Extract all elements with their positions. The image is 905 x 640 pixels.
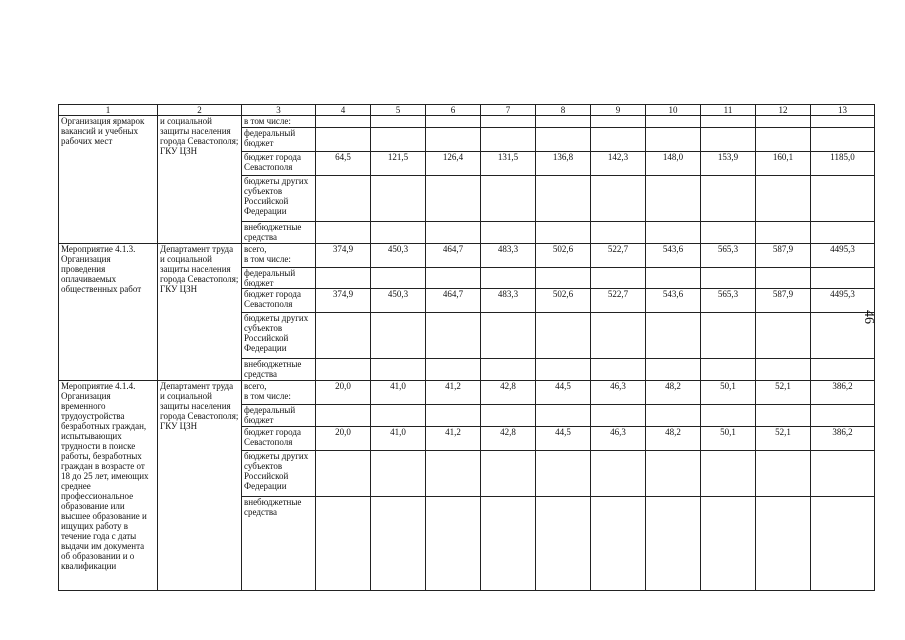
- value-cell: 131,5: [481, 152, 536, 176]
- value-cell: 4495,3: [811, 244, 875, 268]
- value-cell: [316, 497, 371, 591]
- value-cell: 543,6: [646, 289, 701, 313]
- value-cell: [591, 313, 646, 359]
- funding-source: бюджет города Севастополя: [242, 289, 316, 313]
- value-cell: [371, 497, 426, 591]
- value-cell: 52,1: [756, 427, 811, 451]
- value-cell: [371, 451, 426, 497]
- executor: и социальной защиты населения города Севастополя; ГКУ ЦЗН: [158, 116, 242, 244]
- value-cell: [646, 313, 701, 359]
- funding-source: федеральный бюджет: [242, 268, 316, 289]
- value-cell: [426, 359, 481, 381]
- value-cell: [536, 405, 591, 427]
- value-cell: [756, 313, 811, 359]
- value-cell: 126,4: [426, 152, 481, 176]
- value-cell: 522,7: [591, 244, 646, 268]
- value-cell: [811, 359, 875, 381]
- value-cell: [316, 313, 371, 359]
- value-cell: [701, 405, 756, 427]
- value-cell: [536, 176, 591, 222]
- funding-source: бюджеты других субъектов Российской Федерации: [242, 313, 316, 359]
- value-cell: [756, 176, 811, 222]
- value-cell: [316, 451, 371, 497]
- funding-source: внебюджетные средства: [242, 222, 316, 244]
- value-cell: [591, 268, 646, 289]
- value-cell: [371, 313, 426, 359]
- value-cell: [426, 222, 481, 244]
- value-cell: 148,0: [646, 152, 701, 176]
- column-header: 10: [646, 105, 701, 116]
- value-cell: 502,6: [536, 289, 591, 313]
- funding-source: внебюджетные средства: [242, 497, 316, 591]
- value-cell: 450,3: [371, 244, 426, 268]
- value-cell: [371, 268, 426, 289]
- funding-source: бюджет города Севастополя: [242, 427, 316, 451]
- value-cell: 20,0: [316, 381, 371, 405]
- value-cell: [756, 405, 811, 427]
- value-cell: 160,1: [756, 152, 811, 176]
- value-cell: [811, 116, 875, 128]
- value-cell: 136,8: [536, 152, 591, 176]
- value-cell: [811, 451, 875, 497]
- value-cell: 522,7: [591, 289, 646, 313]
- value-cell: 1185,0: [811, 152, 875, 176]
- value-cell: [481, 268, 536, 289]
- value-cell: [481, 405, 536, 427]
- value-cell: [481, 497, 536, 591]
- value-cell: 543,6: [646, 244, 701, 268]
- value-cell: [811, 405, 875, 427]
- value-cell: 41,0: [371, 427, 426, 451]
- measure-name: Организация ярмарок вакансий и учебных рабочих мест: [59, 116, 158, 244]
- value-cell: 565,3: [701, 244, 756, 268]
- value-cell: 42,8: [481, 427, 536, 451]
- funding-source: бюджет города Севастополя: [242, 152, 316, 176]
- value-cell: 483,3: [481, 244, 536, 268]
- value-cell: 587,9: [756, 244, 811, 268]
- value-cell: [481, 313, 536, 359]
- value-cell: [536, 222, 591, 244]
- value-cell: [701, 128, 756, 152]
- value-cell: [316, 222, 371, 244]
- value-cell: [316, 268, 371, 289]
- value-cell: [536, 268, 591, 289]
- value-cell: [701, 268, 756, 289]
- value-cell: [591, 128, 646, 152]
- table-row: [59, 381, 875, 405]
- value-cell: [701, 176, 756, 222]
- value-cell: 41,0: [371, 381, 426, 405]
- value-cell: [426, 405, 481, 427]
- executor: Департамент труда и социальной защиты населения города Севастополя; ГКУ ЦЗН: [158, 381, 242, 591]
- value-cell: [426, 268, 481, 289]
- funding-source: бюджеты других субъектов Российской Федерации: [242, 451, 316, 497]
- value-cell: [536, 359, 591, 381]
- value-cell: [701, 451, 756, 497]
- measure-name: Мероприятие 4.1.3. Организация проведения оплачиваемых общественных работ: [59, 244, 158, 381]
- header-row: [59, 105, 875, 116]
- value-cell: 46,3: [591, 381, 646, 405]
- value-cell: 483,3: [481, 289, 536, 313]
- value-cell: 153,9: [701, 152, 756, 176]
- value-cell: 46,3: [591, 427, 646, 451]
- value-cell: [316, 359, 371, 381]
- column-header: 7: [481, 105, 536, 116]
- value-cell: [811, 497, 875, 591]
- executor: Департамент труда и социальной защиты населения города Севастополя; ГКУ ЦЗН: [158, 244, 242, 381]
- value-cell: 20,0: [316, 427, 371, 451]
- value-cell: [426, 176, 481, 222]
- value-cell: 374,9: [316, 289, 371, 313]
- value-cell: 41,2: [426, 427, 481, 451]
- column-header: 5: [371, 105, 426, 116]
- column-header: 12: [756, 105, 811, 116]
- value-cell: 121,5: [371, 152, 426, 176]
- value-cell: 386,2: [811, 381, 875, 405]
- value-cell: 41,2: [426, 381, 481, 405]
- value-cell: [536, 451, 591, 497]
- value-cell: [426, 313, 481, 359]
- value-cell: [756, 128, 811, 152]
- column-header: 11: [701, 105, 756, 116]
- value-cell: [701, 116, 756, 128]
- value-cell: 464,7: [426, 244, 481, 268]
- value-cell: [481, 116, 536, 128]
- value-cell: [316, 128, 371, 152]
- column-header: 4: [316, 105, 371, 116]
- value-cell: [646, 451, 701, 497]
- page-number: 46: [861, 310, 876, 324]
- column-header: 9: [591, 105, 646, 116]
- funding-source: в том числе:: [242, 116, 316, 128]
- column-header: 8: [536, 105, 591, 116]
- table-row: [59, 244, 875, 268]
- value-cell: [591, 451, 646, 497]
- value-cell: [591, 497, 646, 591]
- value-cell: 565,3: [701, 289, 756, 313]
- value-cell: [536, 128, 591, 152]
- value-cell: [371, 176, 426, 222]
- value-cell: [371, 128, 426, 152]
- column-header: 2: [158, 105, 242, 116]
- value-cell: [646, 128, 701, 152]
- value-cell: [481, 128, 536, 152]
- value-cell: [646, 222, 701, 244]
- budget-table: [58, 104, 875, 591]
- value-cell: [371, 116, 426, 128]
- value-cell: 64,5: [316, 152, 371, 176]
- value-cell: [811, 268, 875, 289]
- funding-source: всего, в том числе:: [242, 244, 316, 268]
- value-cell: [756, 222, 811, 244]
- value-cell: [646, 116, 701, 128]
- table-row: [59, 116, 875, 128]
- column-header: 13: [811, 105, 875, 116]
- value-cell: [756, 116, 811, 128]
- value-cell: [426, 128, 481, 152]
- value-cell: [591, 359, 646, 381]
- value-cell: [701, 497, 756, 591]
- value-cell: [591, 116, 646, 128]
- value-cell: [701, 359, 756, 381]
- value-cell: [811, 128, 875, 152]
- value-cell: [646, 405, 701, 427]
- value-cell: 48,2: [646, 427, 701, 451]
- value-cell: [756, 359, 811, 381]
- value-cell: [536, 497, 591, 591]
- value-cell: [316, 176, 371, 222]
- value-cell: [536, 313, 591, 359]
- value-cell: [811, 222, 875, 244]
- funding-source: всего, в том числе:: [242, 381, 316, 405]
- value-cell: [371, 405, 426, 427]
- funding-source: федеральный бюджет: [242, 405, 316, 427]
- value-cell: [481, 222, 536, 244]
- value-cell: [591, 222, 646, 244]
- value-cell: 44,5: [536, 381, 591, 405]
- value-cell: [811, 176, 875, 222]
- value-cell: 464,7: [426, 289, 481, 313]
- value-cell: [371, 359, 426, 381]
- value-cell: [481, 451, 536, 497]
- value-cell: [536, 116, 591, 128]
- value-cell: [701, 222, 756, 244]
- value-cell: [756, 497, 811, 591]
- funding-source: бюджеты других субъектов Российской Федерации: [242, 176, 316, 222]
- value-cell: [591, 405, 646, 427]
- value-cell: 587,9: [756, 289, 811, 313]
- value-cell: 50,1: [701, 381, 756, 405]
- value-cell: 48,2: [646, 381, 701, 405]
- value-cell: [646, 497, 701, 591]
- value-cell: 386,2: [811, 427, 875, 451]
- value-cell: 50,1: [701, 427, 756, 451]
- column-header: 3: [242, 105, 316, 116]
- value-cell: [426, 497, 481, 591]
- value-cell: [481, 359, 536, 381]
- value-cell: [316, 116, 371, 128]
- value-cell: [316, 405, 371, 427]
- value-cell: [646, 176, 701, 222]
- value-cell: 44,5: [536, 427, 591, 451]
- value-cell: [426, 451, 481, 497]
- column-header: 6: [426, 105, 481, 116]
- value-cell: 4495,3: [811, 289, 875, 313]
- value-cell: [756, 451, 811, 497]
- value-cell: [701, 313, 756, 359]
- value-cell: 42,8: [481, 381, 536, 405]
- value-cell: 502,6: [536, 244, 591, 268]
- value-cell: [646, 268, 701, 289]
- value-cell: 450,3: [371, 289, 426, 313]
- measure-name: Мероприятие 4.1.4. Организация временного трудоустройства безработных граждан, испытывающих трудности в поиске работы, безработных граждан в возрасте от 18 до 25 лет, имеющих среднее профессиональное образование или высшее образование и ищущих работу в течение года с даты выдачи им документа об образовании и о квалификации: [59, 381, 158, 591]
- value-cell: [756, 268, 811, 289]
- value-cell: 374,9: [316, 244, 371, 268]
- funding-source: федеральный бюджет: [242, 128, 316, 152]
- value-cell: [481, 176, 536, 222]
- value-cell: [371, 222, 426, 244]
- value-cell: [646, 359, 701, 381]
- value-cell: [591, 176, 646, 222]
- value-cell: 142,3: [591, 152, 646, 176]
- value-cell: [426, 116, 481, 128]
- column-header: 1: [59, 105, 158, 116]
- funding-source: внебюджетные средства: [242, 359, 316, 381]
- value-cell: 52,1: [756, 381, 811, 405]
